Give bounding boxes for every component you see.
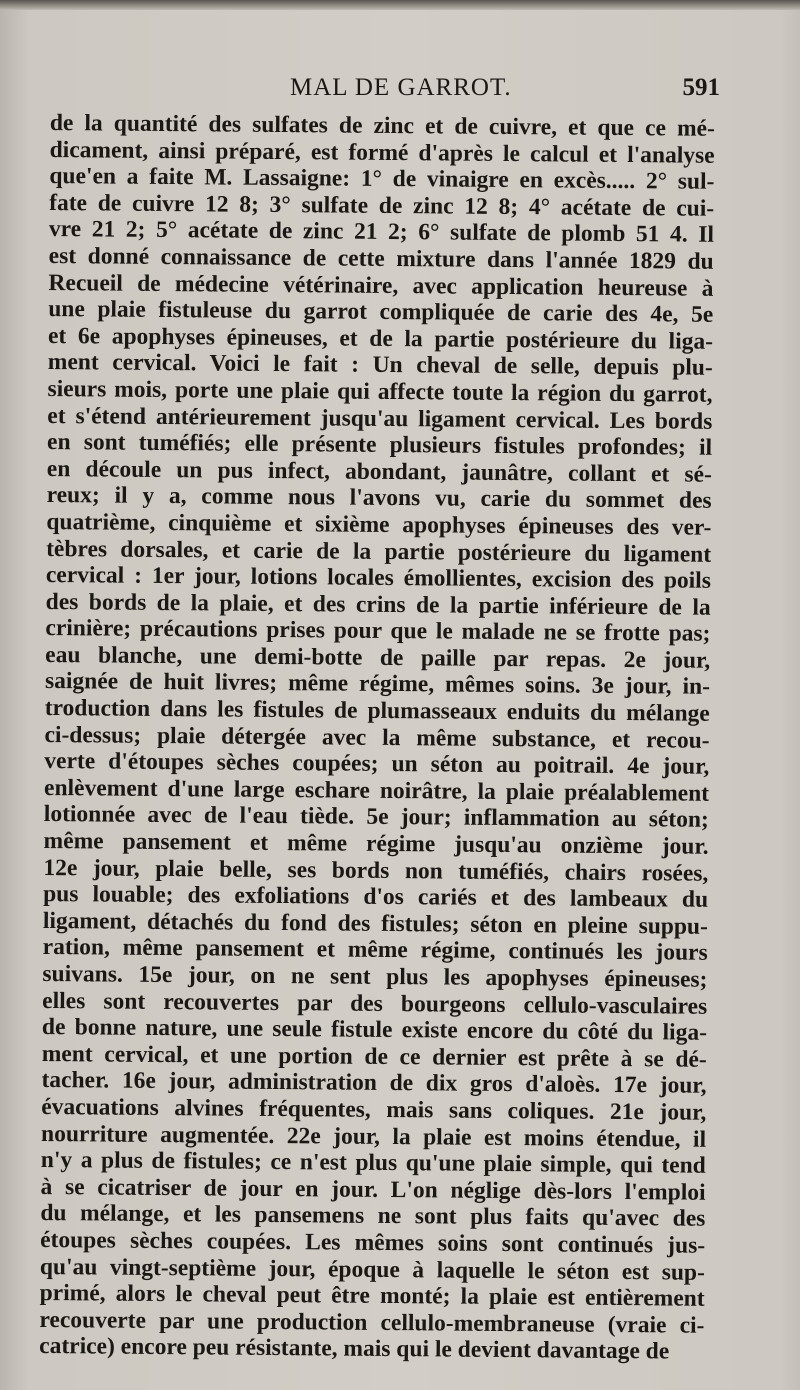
text-line: que'en a faite M. Lassaigne: 1° de vinaigre en excès..... 2° sul-: [49, 163, 715, 195]
text-line: ment cervical. Voici le fait : Un cheval de selle, depuis plu-: [47, 349, 713, 382]
text-line: sieurs mois, porte une plaie qui affecte toute la région du garrot,: [47, 375, 713, 408]
text-line: du mélange, et les pansemens ne sont plus faits qu'avec des: [40, 1200, 706, 1233]
text-line: ment cervical, et une portion de ce dernier est prête à se dé-: [41, 1040, 707, 1073]
book-page: [0, 10, 800, 1390]
text-line: évacuations alvines fréquentes, mais sans coliques. 21e jour,: [41, 1093, 707, 1126]
text-line: primé, alors le cheval peut être monté; la plaie est entièrement: [39, 1280, 705, 1312]
text-line: à se cicatriser de jour en jour. L'on néglige dès-lors l'emploi: [40, 1173, 706, 1206]
text-line: vre 21 2; 5° acétate de zinc 21 2; 6° sulfate de plomb 51 4. Il: [48, 216, 715, 249]
text-line: reux; il y a, comme nous l'avons vu, carie du sommet des: [46, 482, 712, 515]
text-line: enlèvement d'une large eschare noirâtre, la plaie préalablement: [43, 774, 710, 807]
text-line: même pansement et même régime jusqu'au onzième jour.: [43, 828, 709, 860]
text-line: est donné connaissance de cette mixture dans l'année 1829 du: [48, 242, 714, 275]
text-line: dicament, ainsi préparé, est formé d'après le calcul et l'analyse: [49, 136, 715, 169]
text-line: troduction dans les fistules de plumasseaux enduits du mélange: [44, 695, 710, 727]
text-line: tèbres dorsales, et carie de la partie postérieure du ligament: [46, 535, 712, 568]
text-line: recouverte par une production cellulo-membraneuse (vraie ci-: [39, 1306, 705, 1339]
text-line: n'y a plus de fistules; ce n'est plus qu'une plaie simple, qui tend: [40, 1147, 706, 1179]
text-line: et 6e apophyses épineuses, et de la partie postérieure du liga-: [47, 322, 714, 355]
text-line: 12e jour, plaie belle, ses bords non tuméfiés, chairs rosées,: [43, 854, 709, 887]
text-line: en sont tuméfiés; elle présente plusieurs fistules profondes; il: [46, 429, 713, 461]
text-line: Recueil de médecine vétérinaire, avec application heureuse à: [48, 269, 714, 302]
running-title: MAL DE GARROT.: [290, 74, 512, 101]
text-line: qu'au vingt-septième jour, époque à laquelle le séton est sup-: [39, 1253, 705, 1286]
text-line: elles sont recouvertes par des bourgeons cellulo-vasculaires: [42, 987, 708, 1020]
text-line: et s'étend antérieurement jusqu'au ligament cervical. Les bords: [47, 402, 713, 435]
text-line: quatrième, cinquième et sixième apophyses épineuses des ver-: [46, 508, 712, 541]
text-line: crinière; précautions prises pour que le malade ne se frotte pas;: [45, 615, 711, 648]
text-line: verte d'étoupes sèches coupées; un séton au poitrail. 4e jour,: [44, 748, 710, 781]
text-line: cervical : 1er jour, lotions locales émollientes, excision des poils: [45, 562, 712, 594]
running-head: [60, 74, 720, 104]
text-line: ligament, détachés du fond des fistules; séton en pleine suppu-: [42, 907, 709, 940]
text-line: fate de cuivre 12 8; 3° sulfate de zinc 12 8; 4° acétate de cui-: [49, 189, 715, 222]
text-line: tacher. 16e jour, administration de dix gros d'aloès. 17e jour,: [41, 1067, 707, 1100]
text-line: des bords de la plaie, et des crins de la partie inférieure de la: [45, 588, 711, 621]
text-line: eau blanche, une demi-botte de paille par repas. 2e jour,: [45, 641, 711, 674]
text-line: suivans. 15e jour, on ne sent plus les apophyses épineuses;: [42, 960, 708, 993]
text-line: lotionnée avec de l'eau tiède. 5e jour; inflammation au séton;: [43, 801, 709, 834]
text-line: saignée de huit livres; même régime, mêmes soins. 3e jour, in-: [44, 668, 711, 701]
text-line: de bonne nature, une seule fistule existe encore du côté du liga-: [41, 1014, 708, 1046]
text-line: étoupes sèches coupées. Les mêmes soins sont continués jus-: [40, 1226, 706, 1259]
text-line: en découle un pus infect, abondant, jaunâtre, collant et sé-: [46, 455, 712, 488]
page-number: 591: [682, 74, 720, 101]
text-line: de la quantité des sulfates de zinc et de cuivre, et que ce mé-: [49, 110, 715, 142]
body-text: [39, 110, 715, 1366]
text-line: pus louable; des exfoliations d'os cariés et des lambeaux du: [43, 881, 709, 913]
text-line: ci-dessus; plaie détergée avec la même substance, et recou-: [44, 721, 710, 754]
scan-edge: [0, 0, 800, 10]
text-line: une plaie fistuleuse du garrot compliquée de carie des 4e, 5e: [48, 296, 714, 328]
text-line: nourriture augmentée. 22e jour, la plaie est moins étendue, il: [40, 1120, 707, 1153]
text-line: catrice) encore peu résistante, mais qui le devient davantage de: [39, 1333, 670, 1365]
text-line: ration, même pansement et même régime, continués les jours: [42, 934, 708, 967]
